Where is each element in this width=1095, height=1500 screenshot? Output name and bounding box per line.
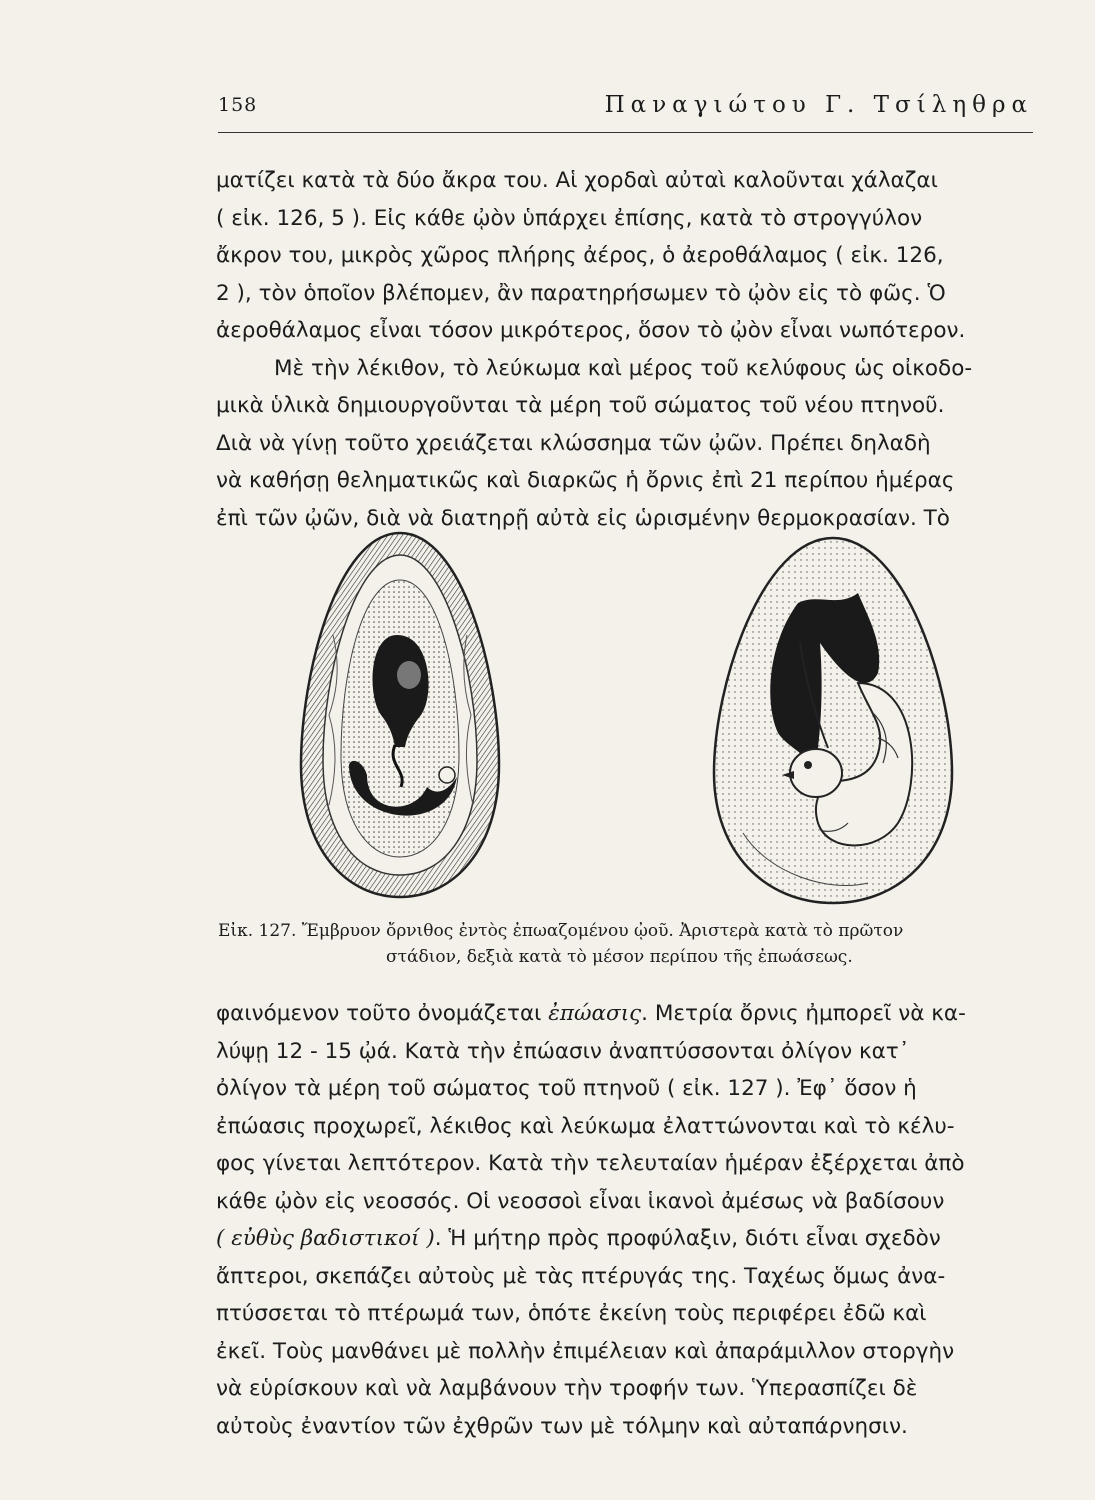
text-line: 2 ), τὸν ὁποῖον βλέπομεν, ἂν παρατηρήσωμεν τὸ ᾠὸν εἰς τὸ φῶς. Ὁ (216, 280, 946, 306)
text-line (216, 1220, 1038, 1258)
text-line: ἐπὶ τῶν ᾠῶν, διὰ νὰ διατηρῇ αὐτὰ εἰς ὡρισμένην θερμοκρασίαν. Τὸ (216, 505, 950, 531)
text-line: ἄπτεροι, σκεπάζει αὐτοὺς μὲ τὰς πτέρυγάς της. Ταχέως ὅμως ἀνα- (216, 1263, 946, 1289)
egg-early-stage-illustration (297, 525, 503, 905)
text-line: νὰ καθήσῃ θεληματικῶς καὶ διαρκῶς ἡ ὄρνις ἐπὶ 21 περίπου ἡμέρας (216, 468, 955, 493)
page-number: 158 (218, 94, 258, 116)
text-fragment: φαινόμενον τοῦτο ὀνομάζεται (216, 1001, 549, 1026)
text-line: λύψῃ 12 - 15 ᾠά. Κατὰ τὴν ἐπώασιν ἀναπτύσσονται ὀλίγον κατ᾽ (216, 1038, 910, 1064)
page-header (218, 92, 1033, 133)
text-line: ὀλίγον τὰ μέρη τοῦ σώματος τοῦ πτηνοῦ ( εἰκ. 127 ). Ἐφ᾽ ὅσον ἡ (216, 1076, 917, 1101)
upper-paragraph (216, 162, 1038, 537)
text-line: μικὰ ὑλικὰ δημιουργοῦνται τὰ μέρη τοῦ σώματος τοῦ νέου πτηνοῦ. (216, 393, 945, 418)
text-fragment: . Ἡ μήτηρ πρὸς προφύλαξιν, διότι εἶναι σχεδὸν (434, 1226, 941, 1251)
figure-caption (218, 918, 1048, 970)
text-line: ἐκεῖ. Τοὺς μανθάνει μὲ πολλὴν ἐπιμέλειαν καὶ ἀπαράμιλλον στοργὴν (216, 1338, 955, 1364)
text-line (216, 995, 1038, 1033)
text-line: ἀεροθάλαμος εἶναι τόσον μικρότερος, ὅσον τὸ ᾠὸν εἶναι νωπότερον. (216, 318, 966, 343)
running-head: Παναγιώτου Γ. Τσίληθρα (604, 92, 1033, 118)
text-line: Μὲ τὴν λέκιθον, τὸ λεύκωμα καὶ μέρος τοῦ κελύφους ὡς οἰκοδο- (274, 355, 973, 381)
text-line: αὐτοὺς ἐναντίον τῶν ἐχθρῶν των μὲ τόλμην καὶ αὐταπάρνησιν. (216, 1413, 908, 1439)
text-line: πτύσσεται τὸ πτέρωμά των, ὁπότε ἐκείνη τοὺς περιφέρει ἐδῶ καὶ (216, 1301, 927, 1326)
lower-paragraph (216, 995, 1038, 1445)
text-line: Διὰ νὰ γίνῃ τοῦτο χρειάζεται κλώσσημα τῶν ᾠῶν. Πρέπει δηλαδὴ (216, 430, 931, 456)
text-line: ἄκρον του, μικρὸς χῶρος πλήρης ἀέρος, ὁ ἀεροθάλαμος ( εἰκ. 126, (216, 243, 944, 268)
text-line: ἐπώασις προχωρεῖ, λέκιθος καὶ λεύκωμα ἐλαττώνονται καὶ τὸ κέλυ- (216, 1113, 955, 1139)
text-line: ματίζει κατὰ τὰ δύο ἄκρα του. Αἱ χορδαὶ αὐταὶ καλοῦνται χάλαζαι (216, 168, 938, 193)
text-line: φος γίνεται λεπτότερον. Κατὰ τὴν τελευταίαν ἡμέραν ἐξέρχεται ἀπὸ (216, 1151, 965, 1176)
text-line: νὰ εὑρίσκουν καὶ νὰ λαμβάνουν τὴν τροφήν των. Ὑπερασπίζει δὲ (216, 1376, 918, 1401)
italic-term: ( εὐθὺς βαδιστικοί ) (216, 1226, 435, 1251)
text-line: κάθε ᾠὸν εἰς νεοσσός. Οἱ νεοσσοὶ εἶναι ἱκανοὶ ἀμέσως νὰ βαδίσουν (216, 1188, 945, 1214)
italic-term: ἐπώασις (548, 1001, 642, 1026)
text-line: ( εἰκ. 126, 5 ). Εἰς κάθε ᾠὸν ὑπάρχει ἐπίσης, κατὰ τὸ στρογγύλον (216, 205, 923, 231)
caption-line: στάδιον, δεξιὰ κατὰ τὸ μέσον περίπου τῆς ἐπωάσεως. (386, 947, 853, 967)
caption-line: Εἰκ. 127. Ἔμβρυον ὄρνιθος ἐντὸς ἐπωαζομένου ᾠοῦ. Ἀριστερὰ κατὰ τὸ πρῶτον (218, 921, 904, 941)
text-fragment: . Μετρία ὄρνις ἠμπορεῖ νὰ κα- (641, 1001, 966, 1026)
egg-mid-incubation-illustration (708, 533, 958, 908)
